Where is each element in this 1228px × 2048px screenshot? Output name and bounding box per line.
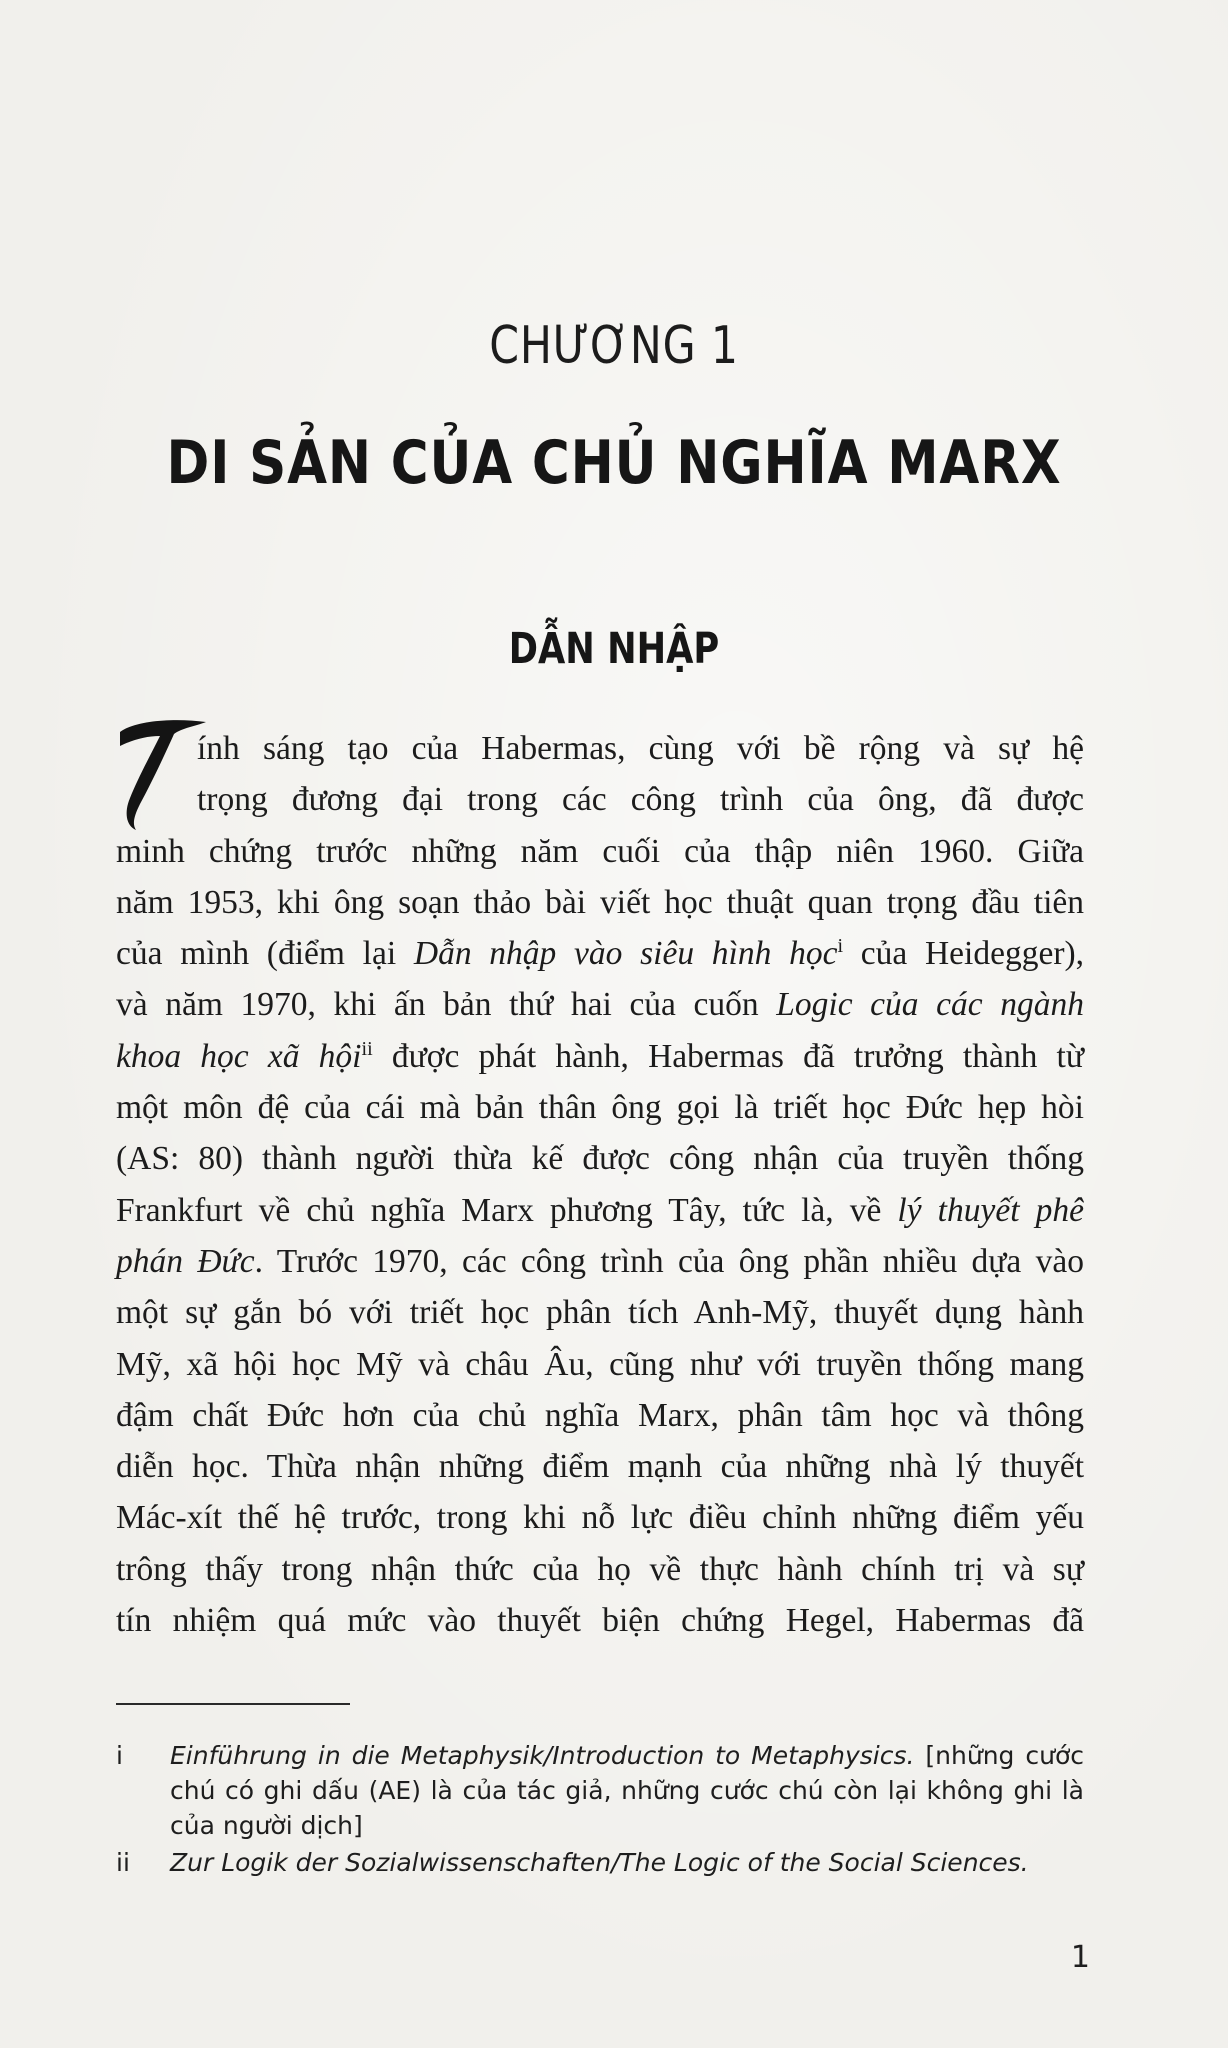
body-line: đậm chất Đức hơn của chủ nghĩa Marx, phân tâm học và thông	[116, 1396, 1084, 1434]
footnote-mark: ii	[116, 1848, 130, 1877]
body-line: của mình (điểm lại Dẫn nhập vào siêu hình học$^i$ của Heidegger),	[116, 935, 1085, 973]
body-line: ính sáng tạo của Habermas, cùng với bề rộng và sự hệ	[197, 730, 1084, 767]
footnote-ref: i	[837, 935, 844, 958]
footnote-line	[170, 1845, 1084, 1880]
body-line: minh chứng trước những năm cuối của thập niên 1960. Giữa	[116, 832, 1084, 870]
emphasis-term: phán Đức	[116, 1242, 255, 1280]
page-number: 1	[1070, 1940, 1090, 1975]
emphasis-term: lý thuyết phê	[897, 1191, 1084, 1229]
body-line: phán Đức. Trước 1970, các công trình của ông phần nhiều dựa vào	[116, 1242, 1084, 1280]
footnote-item	[116, 1845, 1084, 1880]
footnote-line: của người dịch]	[170, 1811, 363, 1840]
body-line: (AS: 80) thành người thừa kế được công nhận của truyền thống	[116, 1140, 1084, 1178]
body-line: khoa học xã hội$^{ii}$ được phát hành, Habermas đã trưởng thành từ	[116, 1037, 1084, 1075]
body-line: Mỹ, xã hội học Mỹ và châu Âu, cũng như với truyền thống mang	[116, 1345, 1084, 1383]
footnote-work-title: Einführung in die Metaphysik/Introduction to Metaphysics.	[170, 1741, 915, 1770]
body-line: và năm 1970, khi ấn bản thứ hai của cuốn Logic của các ngành	[116, 986, 1084, 1024]
body-line: trọng đương đại trong các công trình của ông, đã được	[197, 781, 1084, 819]
cited-work-title: khoa học xã hội	[116, 1037, 362, 1075]
body-line: Frankfurt về chủ nghĩa Marx phương Tây, tức là, về lý thuyết phê	[116, 1191, 1084, 1229]
body-line: trông thấy trong nhận thức của họ về thực hành chính trị và sự	[116, 1550, 1084, 1588]
cited-work-title: Logic của các ngành	[776, 986, 1084, 1024]
cited-work-title: Dẫn nhập vào siêu hình học	[413, 935, 838, 973]
body-line: diễn học. Thừa nhận những điểm mạnh của những nhà lý thuyết	[116, 1448, 1084, 1486]
body-line: một sự gắn bó với triết học phân tích Anh-Mỹ, thuyết dụng hành	[116, 1294, 1084, 1332]
chapter-label: CHƯƠNG 1	[489, 316, 739, 376]
footnotes	[116, 1738, 1084, 1882]
body-line: năm 1953, khi ông soạn thảo bài viết học thuật quan trọng đầu tiên	[116, 883, 1084, 921]
body-line: một môn đệ của cái mà bản thân ông gọi là triết học Đức hẹp hòi	[116, 1089, 1084, 1127]
footnote-item	[116, 1738, 1084, 1843]
footnote-line: Einführung in die Metaphysik/Introduction to Metaphysics. [những cước	[170, 1741, 1084, 1770]
body-line: tín nhiệm quá mức vào thuyết biện chứng Hegel, Habermas đã	[116, 1602, 1084, 1640]
body-line: Mác-xít thế hệ trước, trong khi nỗ lực điều chỉnh những điểm yếu	[116, 1499, 1084, 1537]
body-paragraph	[116, 723, 1084, 1646]
footnote-line: chú có ghi dấu (AE) là của tác giả, những cước chú còn lại không ghi là	[170, 1776, 1084, 1805]
footnote-ref: ii	[361, 1037, 373, 1060]
footnote-work-title: Zur Logik der Sozialwissenschaften/The Logic of the Social Sciences.	[170, 1848, 1029, 1877]
footnote-mark: i	[116, 1741, 123, 1770]
footnote-divider	[116, 1703, 350, 1705]
chapter-title: DI SẢN CỦA CHỦ NGHĨA MARX	[166, 428, 1062, 498]
section-title: DẪN NHẬP	[508, 624, 720, 674]
